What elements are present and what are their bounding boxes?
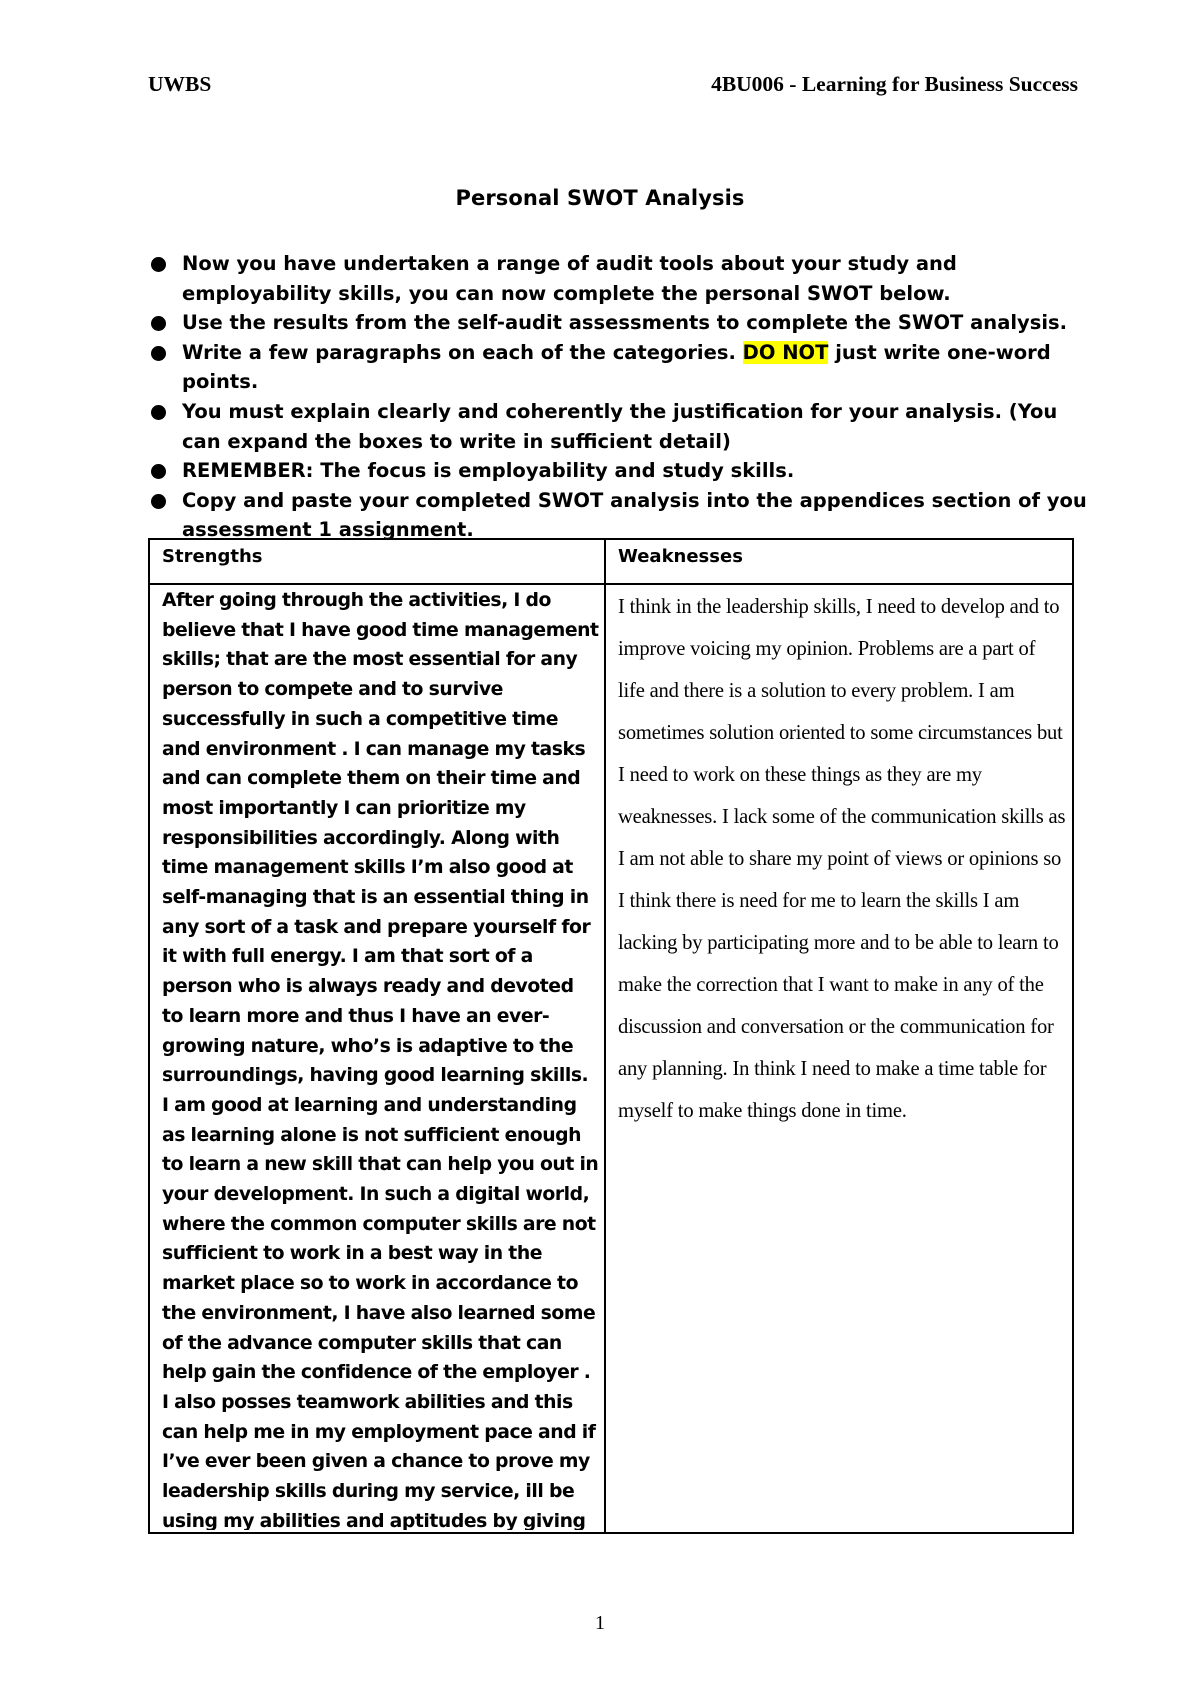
table-divider <box>604 540 606 1532</box>
table-divider <box>150 583 1072 585</box>
header-module: 4BU006 - Learning for Business Success <box>711 72 1078 96</box>
page-header <box>148 72 1078 102</box>
list-item <box>148 249 1088 308</box>
strengths-header: Strengths <box>162 546 263 567</box>
list-item <box>148 338 1088 397</box>
instruction-text: Copy and paste your completed SWOT analysis into the appendices section of you assessment 1 assignment. <box>182 488 1087 542</box>
highlighted-text: DO NOT <box>742 340 829 364</box>
instruction-text: REMEMBER: The focus is employability and study skills. <box>182 459 795 483</box>
page-number: 1 <box>595 1612 605 1634</box>
page-title: Personal SWOT Analysis <box>455 186 745 210</box>
instruction-text: Write a few paragraphs on each of the categories. <box>182 340 743 364</box>
bullet-icon <box>151 405 166 420</box>
instruction-text: You must explain clearly and coherently the justification for your analysis. (You can expand the boxes to write in sufficient detail) <box>182 399 1058 453</box>
bullet-icon <box>151 316 166 331</box>
weaknesses-cell[interactable]: I think in the leadership skills, I need to develop and to improve voicing my opinion. Problems are a part of life and there is a solution to every problem. I am sometimes solution oriented to some circumstances but I need to work on these things as they are my weaknesses. I lack some of the communication skills as I am not able to share my point of views or opinions so I think there is need for me to learn the skills I am lacking by participating more and to be able to learn to make the correction that I want to make in any of the discussion and conversation or the communication for any planning. In think I need to make a time table for myself to make things done in time. <box>618 596 1066 1122</box>
list-item <box>148 308 1088 338</box>
bullet-icon <box>151 464 166 479</box>
bullet-icon <box>151 494 166 509</box>
header-institution: UWBS <box>148 72 212 96</box>
strengths-cell[interactable]: After going through the activities, I do believe that I have good time management skills; that are the most essential for any person to compete and to survive successfully in such a competitive time and environment . I can manage my tasks and can complete them on their time and most importantly I can prioritize my responsibilities accordingly. Along with time management skills I’m also good at self-managing that is an essential thing in any sort of a task and prepare yourself for it with full energy. I am that sort of a person who is always ready and devoted to learn more and thus I have an ever-growing nature, who’s is adaptive to the surroundings, having good learning skills. I am good at learning and understanding as learning alone is not sufficient enough to learn a new skill that can help you out in your development. In such a digital world, where the common computer skills are not sufficient to work in a best way in the market place so to work in accordance to the environment, I have also learned some of the advance computer skills that can help gain the confidence of the employer . I also posses teamwork abilities and this can help me in my employment pace and if I’ve ever been given a chance to prove my leadership skills during my service, ill be using my abilities and aptitudes by giving <box>162 590 599 1530</box>
bullet-icon <box>151 346 166 361</box>
bullet-icon <box>151 257 166 272</box>
swot-table <box>148 538 1074 1534</box>
list-item <box>148 456 1088 486</box>
instruction-text: Use the results from the self-audit assessments to complete the SWOT analysis. <box>182 311 1068 335</box>
weaknesses-header: Weaknesses <box>618 546 743 567</box>
instructions-list <box>148 249 1088 545</box>
instruction-text: just write one-word points. <box>182 340 1051 394</box>
instruction-text: Now you have undertaken a range of audit tools about your study and employability skills, you can now complete the personal SWOT below. <box>182 252 957 305</box>
list-item <box>148 486 1088 545</box>
list-item <box>148 397 1088 456</box>
